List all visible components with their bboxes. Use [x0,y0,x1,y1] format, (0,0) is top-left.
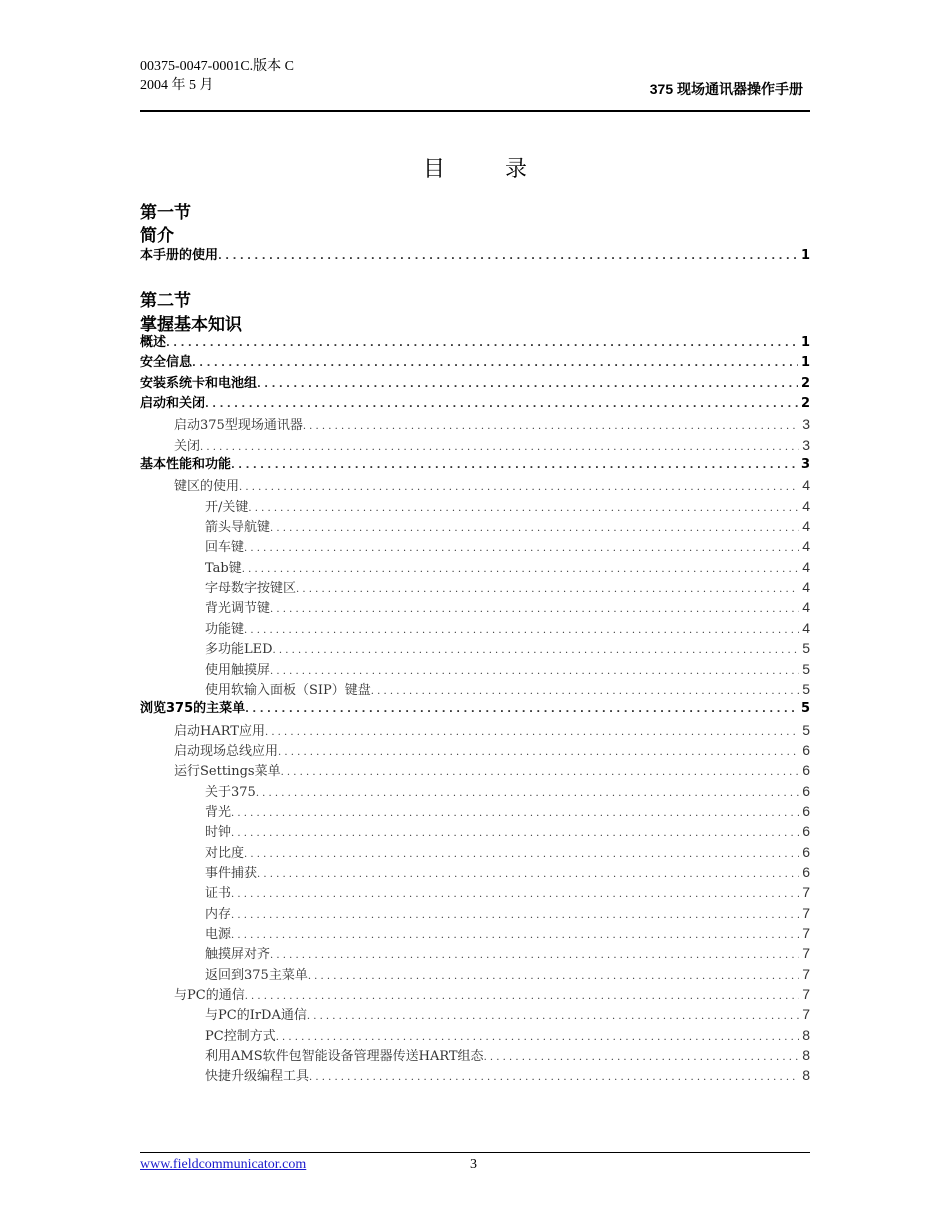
toc-entry-title: 启动和关闭 [140,396,206,412]
toc-entry-page: 6 [802,802,810,819]
toc-entry[interactable] [140,923,810,943]
toc-entry-title: 事件捕获 [205,865,258,881]
toc-entry-title: 证书 [205,886,232,902]
toc-dot-leader [245,987,800,1007]
toc-entry-title: 关于375 [205,784,256,800]
toc-dot-leader [218,247,798,267]
toc-entry-title: 关闭 [174,438,201,454]
toc-entry-title: 多功能LED [205,642,273,658]
toc-entry-page: 2 [800,396,810,412]
toc-entry[interactable] [140,557,810,577]
toc-entry-title: 时钟 [205,825,232,841]
toc-dot-leader [244,539,799,559]
toc-entry-title: 利用AMS软件包智能设备管理器传送HART组态 [205,1049,484,1065]
toc-entry-title: 概述 [140,335,167,350]
toc-entry-page: 6 [802,843,810,860]
toc-entry[interactable] [140,1065,810,1085]
toc-entry[interactable] [140,821,810,841]
toc-dot-leader [371,682,799,702]
toc-entry-page: 4 [802,619,810,636]
toc-entry-page: 7 [802,924,810,941]
toc-dot-leader [244,621,799,641]
toc-entry-page: 7 [802,884,810,901]
section1-label: 第一节 [140,203,191,223]
doc-date: 2004 年 5 月 [140,78,214,93]
toc-entry[interactable] [140,964,810,984]
toc-entry-title: 回车键 [205,540,245,556]
toc-entry-page: 4 [802,477,810,494]
toc-entry-title: 开/关键 [205,499,249,515]
toc-entry-title: 基本性能和功能 [140,457,232,473]
toc-entry-page: 6 [802,741,810,758]
toc-entry-title: Tab键 [205,560,242,576]
toc-entry-title: 本手册的使用 [140,248,219,263]
toc-dot-leader [276,1028,800,1048]
toc-entry-title: 与PC的通信 [174,988,245,1003]
toc-dot-leader [303,417,799,437]
toc-entry-title: 电源 [205,926,232,942]
toc-entry-title: PC控制方式 [205,1028,276,1044]
footer-website-link[interactable]: www.fieldcommunicator.com [140,1157,307,1172]
toc-entry[interactable] [140,760,810,780]
toc-entry[interactable] [140,496,810,516]
toc-dot-leader [256,784,799,804]
section2-toc [140,333,810,1086]
toc-dot-leader [231,804,799,824]
toc-dot-leader [296,580,799,600]
toc-entry-page: 4 [802,497,810,514]
toc-entry-page: 8 [802,1047,810,1064]
toc-entry-page: 4 [802,579,810,596]
toc-entry[interactable] [140,414,810,434]
toc-dot-leader [231,906,799,926]
page-number: 3 [470,1157,477,1172]
toc-entry-title: 字母数字按键区 [205,581,297,597]
toc-entry[interactable] [140,1025,810,1045]
toc-dot-leader [484,1048,800,1068]
toc-entry-title: 箭头导航键 [205,520,271,536]
toc-entry[interactable] [140,475,810,495]
toc-dot-leader [273,641,800,661]
toc-entry-page: 5 [802,680,810,697]
toc-entry[interactable] [140,801,810,821]
toc-entry-title: 使用触摸屏 [205,662,271,678]
toc-entry[interactable] [140,882,810,902]
toc-entry-page: 5 [802,660,810,677]
toc-entry-title: 快捷升级编程工具 [205,1069,310,1085]
toc-dot-leader [270,662,799,682]
toc-dot-leader [166,334,798,354]
toc-dot-leader [248,499,799,519]
toc-entry-page: 7 [802,1006,810,1023]
toc-dot-leader [245,700,798,720]
toc-entry-page: 3 [802,436,810,453]
toc-entry-title: 启动375型现场通讯器 [174,418,303,434]
toc-entry[interactable] [140,516,810,536]
toc-dot-leader [244,845,799,865]
toc-dot-leader [231,824,799,844]
toc-dot-leader [307,1007,799,1027]
toc-entry[interactable] [140,638,810,658]
header-divider [140,110,810,112]
toc-entry[interactable] [140,374,810,394]
toc-entry-page: 6 [802,782,810,799]
toc-entry-title: 浏览375的主菜单 [140,701,246,717]
toc-entry[interactable] [140,618,810,638]
toc-entry-title: 功能键 [205,621,245,637]
toc-entry-title: 运行Settings菜单 [174,764,281,780]
toc-entry[interactable] [140,333,810,353]
toc-entry[interactable] [140,577,810,597]
toc-entry-page: 7 [802,965,810,982]
toc-entry-page: 4 [802,599,810,616]
toc-dot-leader [242,560,799,580]
toc-entry[interactable] [140,699,810,719]
toc-entry[interactable] [140,1045,810,1065]
toc-dot-leader [231,885,799,905]
toc-entry[interactable] [140,353,810,373]
toc-entry[interactable] [140,720,810,740]
toc-entry-page: 5 [802,721,810,738]
toc-entry[interactable] [140,597,810,617]
toc-entry-title: 安全信息 [140,355,193,371]
section2-title: 掌握基本知识 [140,315,242,335]
toc-entry-page: 5 [800,701,810,717]
toc-entry-title: 启动现场总线应用 [174,743,279,759]
toc-dot-leader [239,478,799,498]
manual-title: 375 现场通讯器操作手册 [649,81,803,97]
footer-divider [140,1152,810,1153]
toc-entry-page: 4 [802,538,810,555]
toc-entry-page: 6 [802,863,810,880]
doc-number: 00375-0047-0001C.版本 C [140,59,294,74]
toc-dot-leader [270,600,799,620]
toc-entry-page: 4 [802,558,810,575]
toc-dot-leader [205,395,798,415]
toc-entry-title: 背光 [205,804,232,820]
toc-entry-title: 触摸屏对齐 [205,947,271,963]
toc-entry-page: 4 [802,518,810,535]
toc-entry-page: 1 [800,355,810,371]
toc-dot-leader [308,967,799,987]
toc-entry-title: 启动HART应用 [174,723,265,739]
toc-entry[interactable] [140,984,810,1004]
toc-entry-title: 安装系统卡和电池组 [140,375,258,391]
toc-entry[interactable] [140,740,810,760]
toc-entry[interactable] [140,455,810,475]
toc-entry-page: 6 [802,823,810,840]
toc-entry-title: 与PC的IrDA通信 [205,1008,307,1024]
toc-entry[interactable] [140,903,810,923]
toc-entry-page: 6 [802,762,810,779]
toc-entry[interactable] [140,435,810,455]
toc-dot-leader [231,926,799,946]
section1-toc [140,246,810,266]
toc-dot-leader [270,946,799,966]
toc-dot-leader [231,456,798,476]
toc-entry[interactable] [140,536,810,556]
toc-entry-page: 8 [802,1067,810,1084]
toc-entry-title: 背光调节键 [205,601,271,617]
toc-entry[interactable] [140,862,810,882]
toc-entry[interactable] [140,842,810,862]
toc-entry-page: 8 [802,1026,810,1043]
toc-title: 目录 [422,157,587,182]
toc-entry-page: 7 [802,904,810,921]
toc-dot-leader [257,865,799,885]
toc-entry-title: 内存 [205,906,232,922]
toc-entry[interactable] [140,246,810,266]
toc-entry-title: 使用软输入面板（SIP）键盘 [205,682,371,698]
toc-entry-page: 1 [800,335,810,350]
toc-entry-page: 7 [802,945,810,962]
section1-title: 简介 [140,226,174,246]
header-left [140,57,294,95]
toc-entry-page: 5 [802,640,810,657]
toc-entry-title: 键区的使用 [174,479,240,495]
toc-dot-leader [281,763,800,783]
toc-entry[interactable] [140,943,810,963]
toc-entry-page: 7 [802,986,810,1002]
toc-entry[interactable] [140,781,810,801]
toc-dot-leader [309,1068,799,1088]
toc-entry[interactable] [140,1004,810,1024]
section2-label: 第二节 [140,291,191,311]
toc-entry-page: 3 [802,416,810,433]
toc-dot-leader [192,354,798,374]
toc-entry-title: 返回到375主菜单 [205,967,308,983]
toc-dot-leader [200,438,799,458]
toc-entry-page: 1 [800,248,810,263]
toc-dot-leader [265,723,799,743]
toc-dot-leader [278,743,799,763]
toc-entry[interactable] [140,659,810,679]
toc-entry-title: 对比度 [205,845,245,861]
toc-entry[interactable] [140,394,810,414]
toc-entry-page: 3 [800,457,810,473]
toc-entry[interactable] [140,679,810,699]
toc-dot-leader [270,519,799,539]
toc-dot-leader [257,375,798,395]
toc-entry-page: 2 [800,375,810,391]
